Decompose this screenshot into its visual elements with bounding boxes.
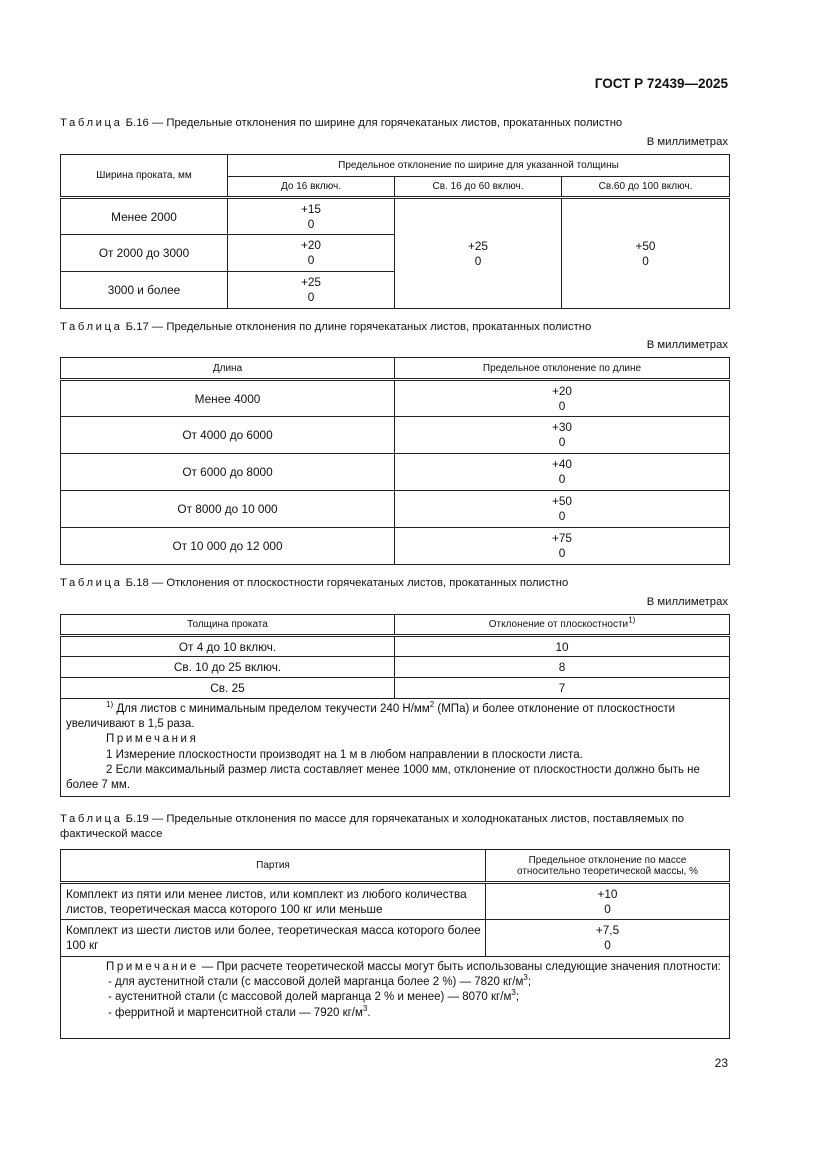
note-1: 1 Измерение плоскостности производят на 1 м в любом направлении в плоскости листа. [106, 748, 583, 761]
tolerance-cell [395, 528, 730, 565]
list-item-text: - для аустенитной стали (с массовой долей марганца более 2 %) — 7820 кг/м [108, 976, 524, 989]
tolerance-cell [395, 491, 730, 528]
header-length: Длина [61, 358, 395, 380]
table-row-label: Менее 2000 [61, 198, 228, 235]
tolerance-cell [395, 454, 730, 491]
tolerance-cell [228, 198, 395, 235]
lower-value: 0 [604, 901, 611, 916]
footnote-text: (МПа) и более отклонение от плоскостности увеличивают в 1,5 раза. [66, 703, 676, 731]
tolerance-cell [395, 380, 730, 417]
list-item-text: - аустенитной стали (с массовой долей марганца 2 % и менее) — 8070 кг/м [108, 991, 512, 1004]
header-sub-1: До 16 включ. [228, 177, 395, 198]
units-label: В миллиметрах [646, 339, 728, 351]
table-row-label: Св. 25 [61, 678, 395, 699]
tolerance-cell [486, 920, 730, 957]
punctuation: . [367, 1006, 371, 1019]
table-row-value: 7 [395, 678, 730, 699]
lower-value: 0 [558, 546, 566, 560]
lower-value: 0 [558, 509, 566, 523]
list-item [66, 990, 724, 1005]
footnote-block [61, 699, 730, 797]
header-group: Предельное отклонение по ширине для указанной толщины [228, 155, 730, 177]
note-intro [66, 960, 724, 975]
upper-value: +75 [551, 531, 572, 545]
note-word: Примечание [106, 961, 199, 973]
punctuation: ; [515, 991, 520, 1004]
upper-value: +25 [300, 275, 321, 289]
header-flatness [395, 615, 730, 636]
footnote-mark: 1) [106, 700, 114, 710]
table-b17 [60, 357, 730, 565]
header-batch: Партия [61, 850, 486, 883]
page-number: 23 [714, 1056, 728, 1070]
table-b16-caption [60, 116, 622, 131]
upper-value: +30 [551, 420, 572, 434]
table-row-label: 3000 и более [61, 272, 228, 309]
document-code: ГОСТ Р 72439—2025 [594, 76, 728, 91]
lower-value: 0 [307, 216, 315, 231]
caption-text: Б.18 — Отклонения от плоскостности горячекатаных листов, прокатанных полистно [125, 577, 569, 589]
table-row-label: От 2000 до 3000 [61, 235, 228, 272]
table-b19-caption [60, 812, 729, 842]
header-thickness: Толщина проката [61, 615, 395, 636]
superscript: 3 [362, 1003, 368, 1013]
caption-text: Б.16 — Предельные отклонения по ширине для горячекатаных листов, прокатанных полистно [125, 117, 623, 129]
table-row-label: От 8000 до 10 000 [61, 491, 395, 528]
table-row-label: От 6000 до 8000 [61, 454, 395, 491]
footnote [66, 702, 724, 732]
tolerance-cell-merged [562, 198, 730, 309]
table-row-label: От 4000 до 6000 [61, 417, 395, 454]
table-b17-caption [60, 320, 591, 335]
lower-value: 0 [307, 253, 315, 267]
table-row-value: 8 [395, 657, 730, 678]
list-item-text: - ферритной и мартенситной стали — 7920 кг/м [108, 1006, 363, 1019]
header-sub-2: Св. 16 до 60 включ. [395, 177, 562, 198]
punctuation: ; [527, 976, 532, 989]
tolerance-cell [228, 272, 395, 309]
header-line: Предельное отклонение по массе [528, 854, 687, 866]
list-item [66, 975, 724, 990]
footnote-text: Для листов с минимальным пределом текучести 240 Н/мм [116, 703, 430, 715]
tolerance-cell [395, 417, 730, 454]
caption-word: Таблица [60, 117, 123, 129]
upper-value: +10 [597, 886, 618, 901]
superscript: 3 [523, 973, 528, 983]
table-b16 [60, 154, 730, 309]
tolerance-cell [486, 883, 730, 920]
lower-value: 0 [604, 938, 611, 952]
upper-value: +20 [300, 238, 321, 252]
table-row-value: 10 [395, 636, 730, 657]
superscript: 2 [429, 700, 435, 710]
table-b18 [60, 614, 730, 797]
superscript: 3 [511, 988, 516, 998]
header-mass-tolerance [486, 850, 730, 883]
table-b19 [60, 849, 730, 1039]
note-block [61, 957, 730, 1039]
upper-value: +25 [467, 238, 488, 253]
lower-value: 0 [642, 253, 649, 268]
upper-value: +40 [551, 457, 572, 471]
caption-word: Таблица [60, 321, 123, 333]
units-label: В миллиметрах [646, 596, 728, 608]
header-sub-3: Св.60 до 100 включ. [562, 177, 730, 198]
header-flatness-text: Отклонение от плоскостности [488, 619, 629, 630]
table-row-label: Менее 4000 [61, 380, 395, 417]
tolerance-cell [228, 235, 395, 272]
note-2: 2 Если максимальный размер листа составляет менее 1000 мм, отклонение от плоскостности должно быть не более 7 мм. [66, 763, 700, 792]
upper-value: +7,5 [595, 923, 620, 937]
upper-value: +50 [635, 238, 656, 253]
table-row-label: От 10 000 до 12 000 [61, 528, 395, 565]
table-b18-caption [60, 576, 568, 591]
note-text: — При расчете теоретической массы могут быть использованы следующие значения плотности: [201, 961, 721, 973]
notes-title: Примечания [106, 733, 199, 746]
header-tolerance: Предельное отклонение по длине [395, 358, 730, 380]
caption-text: Б.19 — Предельные отклонения по массе для горячекатаных и холоднокатаных листов, поставляемых по фактической массе [60, 813, 685, 840]
header-line: относительно теоретической массы, % [516, 865, 698, 877]
table-row-label: Св. 10 до 25 включ. [61, 657, 395, 678]
lower-value: 0 [558, 472, 566, 486]
lower-value: 0 [474, 253, 482, 268]
upper-value: +20 [551, 383, 572, 398]
lower-value: 0 [307, 290, 315, 304]
caption-word: Таблица [60, 577, 123, 589]
lower-value: 0 [558, 435, 566, 449]
footnote-ref: 1) [628, 615, 636, 625]
header-width: Ширина проката, мм [61, 155, 228, 198]
table-row-label: Комплект из пяти или менее листов, или комплект из любого количества листов, теоретическая масса которого 100 кг или меньше [61, 883, 486, 920]
tolerance-cell-merged [395, 198, 562, 309]
caption-word: Таблица [60, 813, 123, 825]
caption-text: Б.17 — Предельные отклонения по длине горячекатаных листов, прокатанных полистно [125, 321, 592, 333]
table-row-label: От 4 до 10 включ. [61, 636, 395, 657]
upper-value: +50 [551, 494, 572, 508]
lower-value: 0 [558, 398, 566, 413]
upper-value: +15 [300, 201, 321, 216]
list-item [66, 1003, 724, 1021]
table-row-label: Комплект из шести листов или более, теоретическая масса которого более 100 кг [61, 920, 486, 957]
units-label: В миллиметрах [646, 136, 728, 148]
